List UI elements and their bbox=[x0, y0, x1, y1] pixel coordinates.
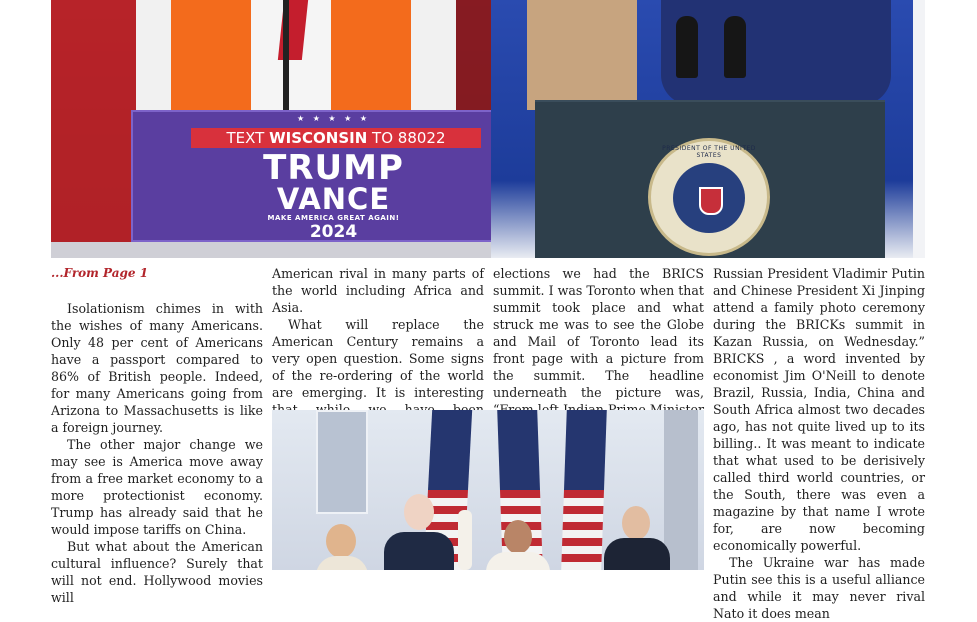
person-body bbox=[486, 552, 550, 570]
person-head bbox=[622, 506, 650, 540]
article-column-1 bbox=[51, 265, 263, 606]
seal-shield-icon bbox=[699, 187, 723, 215]
sign-line-2: VANCE bbox=[276, 182, 391, 216]
paragraph: The Ukraine war has made Putin see this is a useful alliance and while it may never rival Nato it does mean bbox=[713, 555, 925, 621]
person-head bbox=[326, 524, 356, 558]
aide-figure bbox=[527, 0, 637, 110]
sign-year: 2024 bbox=[309, 222, 358, 242]
campaign-sign bbox=[131, 110, 491, 242]
seal-text: PRESIDENT OF THE UNITED STATES bbox=[662, 145, 756, 159]
stage-floor bbox=[51, 242, 491, 258]
article-column-4 bbox=[713, 265, 925, 622]
sign-text-prefix: TEXT bbox=[226, 129, 270, 147]
paragraph: American rival in many parts of the world including Africa and Asia. bbox=[272, 266, 484, 315]
sign-text-state: WISCONSIN bbox=[269, 129, 368, 147]
paragraph: Isolationism chimes in with the wishes of many Americans. Only 48 per cent of Americans have a passport compared to 86% of British people. Indeed, for many Americans going from Arizona to Massachusetts is like a foreign journey. bbox=[51, 301, 263, 435]
paragraph: Russian President Vladimir Putin and Chinese President Xi Jinping attend a family photo ceremony during the BRICKs summit in Kazan Russia, on Wednesday.” BRICKS , a word invented by economist Jim O'Neill to denote Brazil, Russia, India, China and South Africa almost two decades ago, has not quite lived up to its billing.. It was meant to indicate that what used to be derisively called third world countries, or the South, there was even a magazine by that name I wrote for, are now becoming economically powerful. bbox=[713, 266, 925, 553]
microphone-stand bbox=[283, 0, 289, 110]
person-body bbox=[316, 556, 368, 570]
continuation-label: ...From Page 1 bbox=[51, 266, 149, 280]
sign-text-line bbox=[191, 128, 481, 148]
podium-microphone bbox=[676, 16, 698, 78]
sign-text-suffix: TO 88022 bbox=[367, 129, 446, 147]
person-head bbox=[504, 520, 532, 554]
person-body bbox=[604, 538, 670, 570]
podium-microphone bbox=[724, 16, 746, 78]
sign-line-1: TRUMP bbox=[263, 148, 404, 188]
paragraph: The other major change we may see is America move away from a free market economy to a more protectionist economy. Trump has already said that he would impose tariffs on China. bbox=[51, 437, 263, 537]
paragraph: But what about the American cultural influence? Surely that will not end. Hollywood movies will bbox=[51, 539, 263, 605]
presidential-seal bbox=[648, 138, 770, 256]
person-head bbox=[404, 494, 434, 530]
person-body bbox=[384, 532, 454, 570]
us-flag bbox=[561, 410, 607, 570]
paragraph: What will replace the American Century remains a very open question. Some signs of the re-ordering of the world are emerging. It is interesting bbox=[272, 317, 484, 400]
stage-photo bbox=[272, 410, 704, 570]
podium-photo bbox=[491, 0, 925, 258]
raised-arm bbox=[458, 510, 472, 570]
paragraph: elections we had the BRICS summit. I was Toronto when that summit took place and what struck me was to see the Globe and Mail of Toronto lead its front page with a picture from the summit. The headline underneath the picture was, bbox=[493, 266, 704, 400]
rally-photo bbox=[51, 0, 491, 258]
window bbox=[664, 410, 698, 570]
sign-slogan: MAKE AMERICA GREAT AGAIN! bbox=[267, 214, 400, 222]
window bbox=[316, 410, 368, 514]
sign-stars: ★ ★ ★ ★ ★ bbox=[296, 114, 371, 123]
photo-edge bbox=[913, 0, 925, 258]
